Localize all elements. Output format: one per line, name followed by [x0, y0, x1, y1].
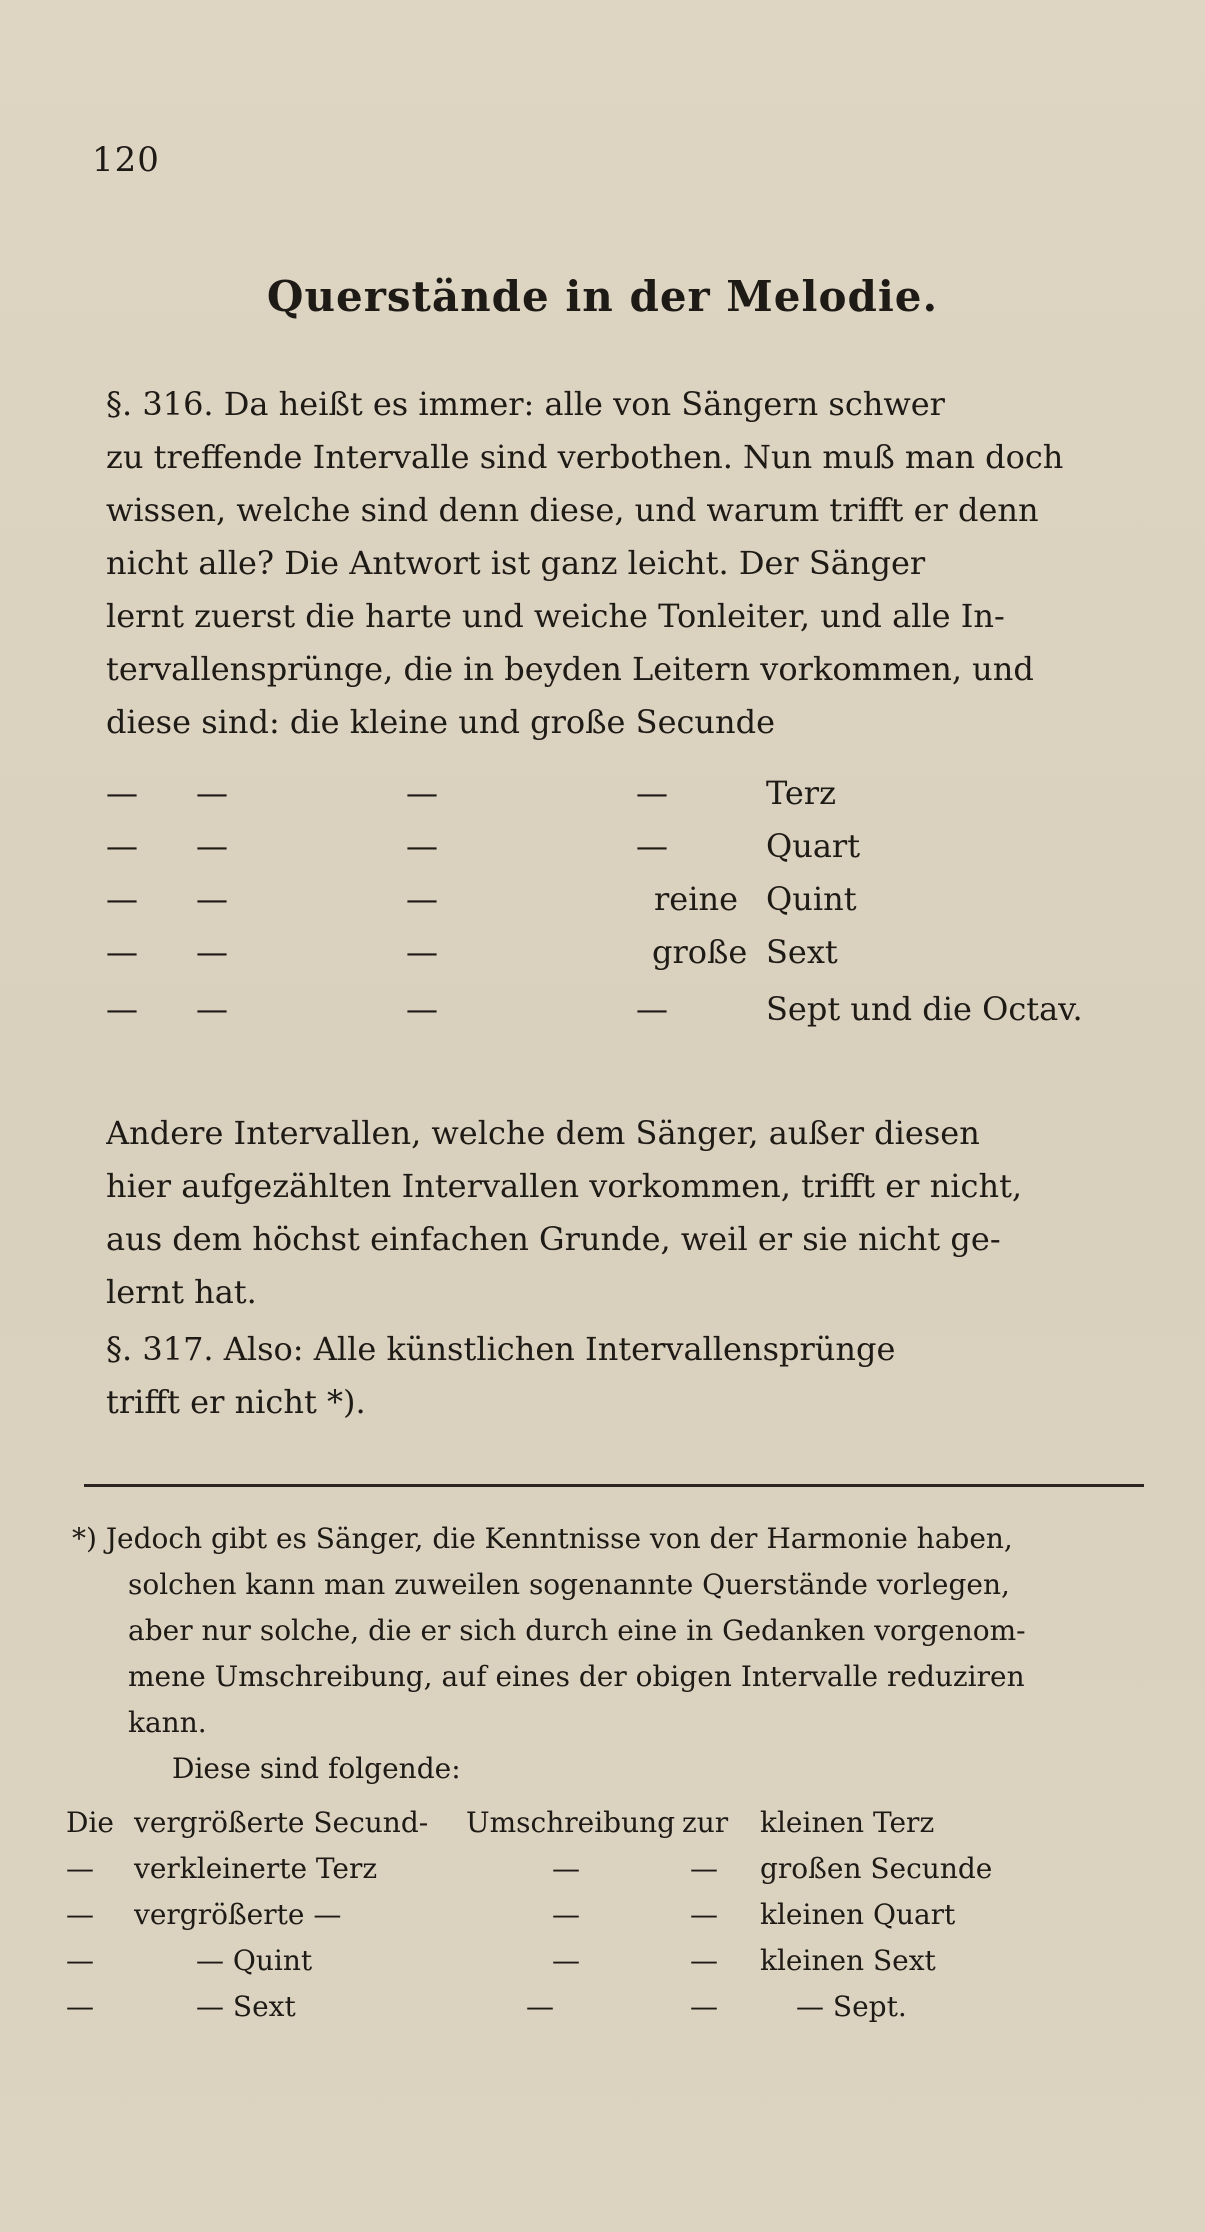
interval-row — [106, 820, 1166, 873]
interval-row — [106, 983, 1166, 1036]
footnote-intro: Diese sind folgende: — [172, 1752, 461, 1785]
interval-row — [106, 926, 1166, 979]
footnote-cell: — — [66, 1852, 94, 1885]
text-line: §. 317. Also: Alle künstlichen Intervallensprünge — [106, 1330, 896, 1368]
dash: — — [636, 774, 668, 812]
footnote-cell: — — [66, 1898, 94, 1931]
interval-name: Quart — [766, 827, 861, 865]
interval-row — [106, 767, 1166, 820]
footnote — [72, 1516, 1162, 1792]
footnote-line: kann. — [128, 1706, 207, 1739]
dash: — — [636, 827, 668, 865]
interval-name: Sept und die Octav. — [766, 990, 1083, 1028]
section-heading: Querstände in der Melodie. — [266, 272, 939, 321]
text-line: lernt zuerst die harte und weiche Tonleiter, und alle In- — [106, 597, 1005, 635]
dash: — — [106, 827, 138, 865]
dash: — — [196, 990, 228, 1028]
dash: — — [106, 990, 138, 1028]
dash: — — [196, 774, 228, 812]
footnote-cell: — — [690, 1852, 718, 1885]
footnote-cell: — — [66, 1944, 94, 1977]
footnote-cell: — — [552, 1852, 580, 1885]
interval-qualifier: reine — [654, 880, 739, 918]
paragraph-other-intervals — [106, 1107, 1166, 1319]
footnote-line: mene Umschreibung, auf eines der obigen Intervalle reduziren — [128, 1660, 1025, 1693]
footnote-cell: — — [66, 1990, 94, 2023]
paragraph-316 — [106, 378, 1166, 749]
interval-name: Quint — [766, 880, 857, 918]
footnote-cell: — — [690, 1898, 718, 1931]
footnote-cell: großen Secunde — [760, 1852, 993, 1885]
dash: — — [406, 827, 438, 865]
footnote-cell: — — [690, 1944, 718, 1977]
dash: — — [406, 990, 438, 1028]
text-line: diese sind: die kleine und große Secunde — [106, 703, 776, 741]
interval-name: Terz — [766, 774, 836, 812]
footnote-row — [66, 1984, 1166, 2030]
text-line: §. 316. Da heißt es immer: alle von Sängern schwer — [106, 385, 945, 423]
dash: — — [196, 933, 228, 971]
footnote-cell: — — [526, 1990, 554, 2023]
footnote-row — [66, 1892, 1166, 1938]
footnote-cell: kleinen Sext — [760, 1944, 936, 1977]
dash: — — [106, 880, 138, 918]
text-line: Andere Intervallen, welche dem Sänger, außer diesen — [106, 1114, 980, 1152]
footnote-cell: — — [552, 1898, 580, 1931]
text-line: trifft er nicht *). — [106, 1383, 366, 1421]
text-line: tervallensprünge, die in beyden Leitern vorkommen, und — [106, 650, 1034, 688]
text-line: nicht alle? Die Antwort ist ganz leicht. Der Sänger — [106, 544, 926, 582]
footnote-cell: verkleinerte Terz — [134, 1852, 378, 1885]
footnote-row — [66, 1846, 1166, 1892]
text-line: wissen, welche sind denn diese, und warum trifft er denn — [106, 491, 1039, 529]
footnote-row — [66, 1800, 1166, 1846]
footnote-cell: vergrößerte — — [134, 1898, 342, 1931]
dash: — — [636, 990, 668, 1028]
text-line: hier aufgezählten Intervallen vorkommen, trifft er nicht, — [106, 1167, 1023, 1205]
interval-name: Sext — [766, 933, 838, 971]
footnote-line: *) Jedoch gibt es Sänger, die Kenntnisse von der Harmonie haben, — [72, 1522, 1013, 1555]
footnote-cell: kleinen Terz — [760, 1806, 935, 1839]
footnote-cell: — Sext — [196, 1990, 296, 2023]
footnote-cell: kleinen Quart — [760, 1898, 956, 1931]
dash: — — [106, 933, 138, 971]
footnote-cell: Die — [66, 1806, 114, 1839]
footnote-line: solchen kann man zuweilen sogenannte Querstände vorlegen, — [128, 1568, 1010, 1601]
footnote-cell: vergrößerte Secund- — [134, 1806, 429, 1839]
footnote-cell: — — [690, 1990, 718, 2023]
footnote-cell: zur — [682, 1806, 729, 1839]
dash: — — [196, 880, 228, 918]
footnote-cell: — Sept. — [796, 1990, 907, 2023]
footnote-cell: — Quint — [196, 1944, 313, 1977]
text-line: lernt hat. — [106, 1273, 257, 1311]
footnote-cell: — — [552, 1944, 580, 1977]
dash: — — [406, 774, 438, 812]
footnote-line: aber nur solche, die er sich durch eine in Gedanken vorgenom- — [128, 1614, 1026, 1647]
interval-row — [106, 873, 1166, 926]
interval-qualifier: große — [652, 933, 748, 971]
footnote-divider — [84, 1484, 1144, 1487]
text-line: zu treffende Intervalle sind verbothen. Nun muß man doch — [106, 438, 1064, 476]
dash: — — [106, 774, 138, 812]
dash: — — [406, 880, 438, 918]
footnote-cell: Umschreibung — [466, 1806, 676, 1839]
text-line: aus dem höchst einfachen Grunde, weil er sie nicht ge- — [106, 1220, 1001, 1258]
paragraph-317 — [106, 1323, 1166, 1429]
dash: — — [196, 827, 228, 865]
footnote-row — [66, 1938, 1166, 1984]
page-number: 120 — [92, 140, 160, 180]
dash: — — [406, 933, 438, 971]
